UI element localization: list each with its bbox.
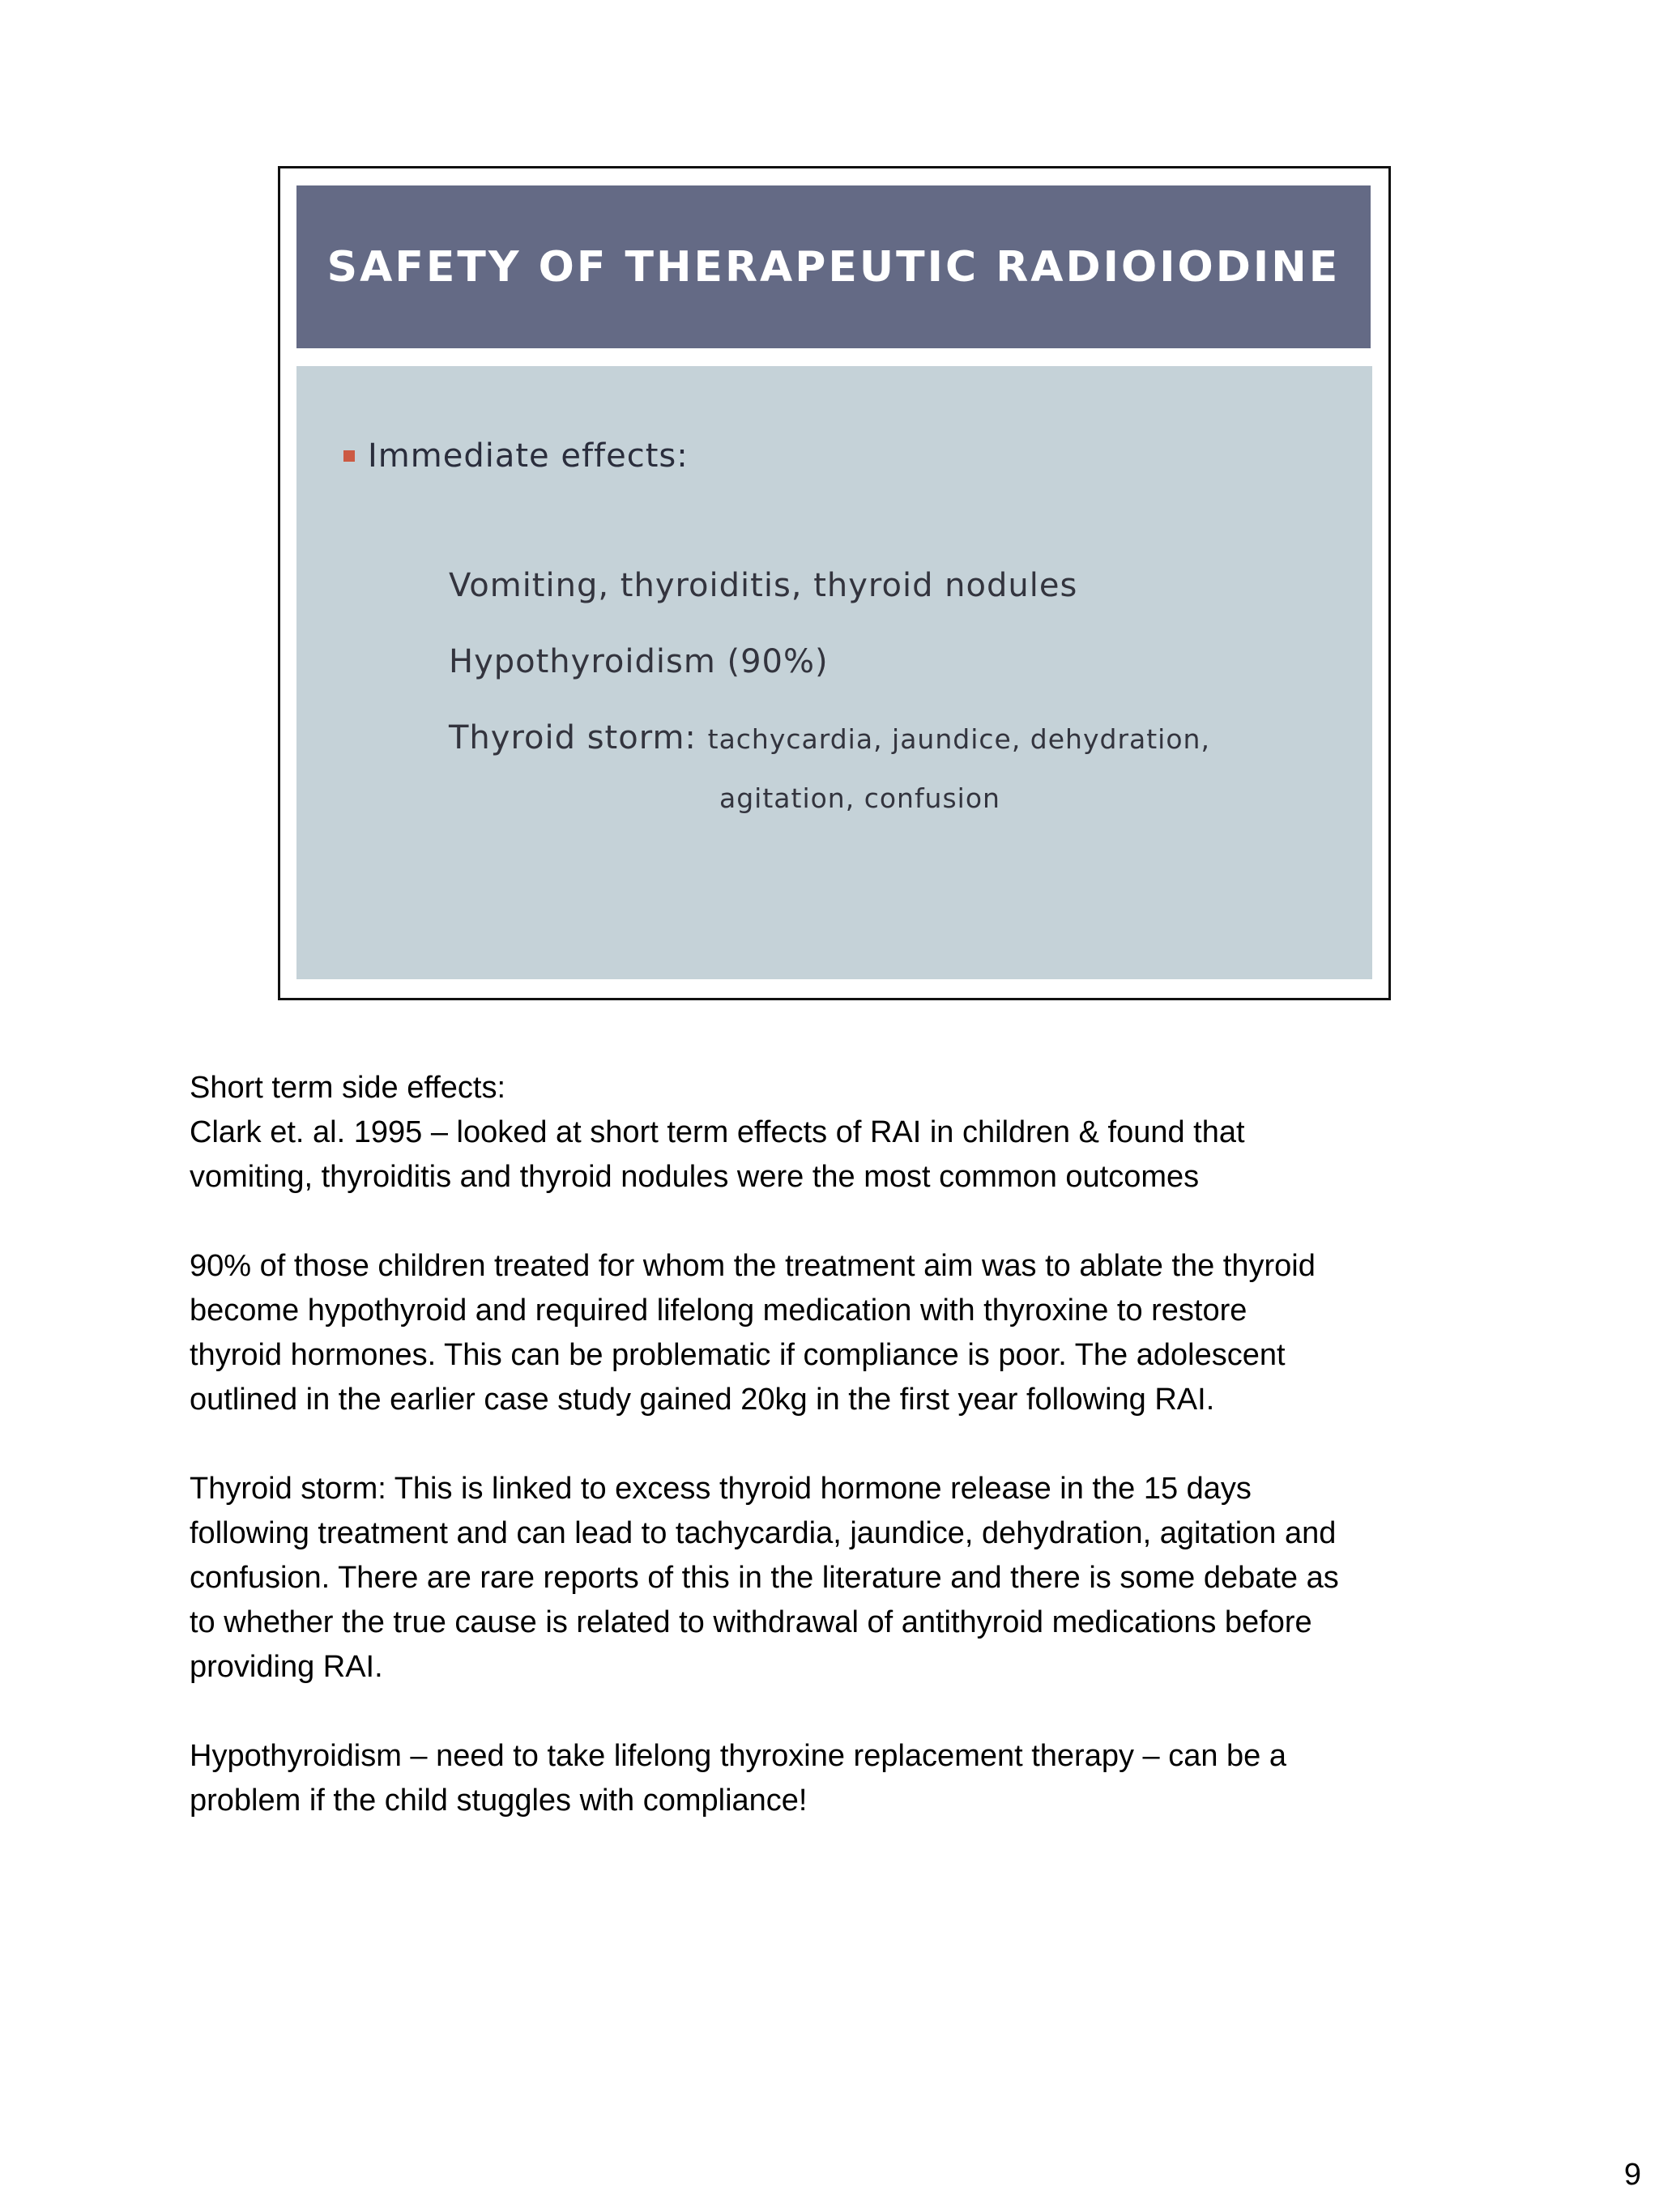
slide-body: [296, 366, 1372, 979]
notes-line: thyroid hormones. This can be problematic if compliance is poor. The adolescent: [190, 1338, 1286, 1372]
notes-line: 90% of those children treated for whom the treatment aim was to ablate the thyroid: [190, 1249, 1316, 1283]
effect-thyroid-storm: [449, 719, 1210, 757]
thyroid-storm-detail-continued: agitation, confusion: [719, 782, 1000, 814]
notes-heading: Short term side effects:: [190, 1071, 506, 1105]
notes-line: Thyroid storm: This is linked to excess thyroid hormone release in the 15 days: [190, 1472, 1252, 1506]
effect-vomiting: Vomiting, thyroiditis, thyroid nodules: [449, 567, 1078, 604]
thyroid-storm-detail: tachycardia, jaundice, dehydration,: [707, 723, 1210, 755]
bullet-label: Immediate effects:: [368, 437, 689, 475]
notes-line: problem if the child stuggles with compliance!: [190, 1784, 808, 1818]
notes-line: providing RAI.: [190, 1650, 383, 1684]
slide-title: SAFETY OF THERAPEUTIC RADIOIODINE: [326, 242, 1341, 292]
notes-line: Clark et. al. 1995 – looked at short term effects of RAI in children & found that: [190, 1115, 1245, 1149]
bullet-item: [343, 437, 689, 475]
slide-thumbnail: [278, 166, 1391, 1000]
notes-line: following treatment and can lead to tachycardia, jaundice, dehydration, agitation and: [190, 1516, 1337, 1550]
notes-line: become hypothyroid and required lifelong medication with thyroxine to restore: [190, 1294, 1247, 1328]
slide-title-bar: [296, 185, 1371, 348]
notes-line: confusion. There are rare reports of this in the literature and there is some debate as: [190, 1561, 1339, 1595]
speaker-notes: [190, 1066, 1502, 1823]
notes-line: to whether the true cause is related to withdrawal of antithyroid medications before: [190, 1605, 1312, 1639]
page-number: 9: [1623, 2158, 1641, 2192]
thyroid-storm-label: Thyroid storm:: [449, 719, 697, 757]
notes-line: outlined in the earlier case study gained 20kg in the first year following RAI.: [190, 1383, 1215, 1417]
effect-hypothyroidism: Hypothyroidism (90%): [449, 643, 829, 680]
notes-line: vomiting, thyroiditis and thyroid nodules were the most common outcomes: [190, 1160, 1200, 1194]
notes-line: Hypothyroidism – need to take lifelong thyroxine replacement therapy – can be a: [190, 1739, 1287, 1773]
bullet-square-icon: [343, 450, 355, 462]
